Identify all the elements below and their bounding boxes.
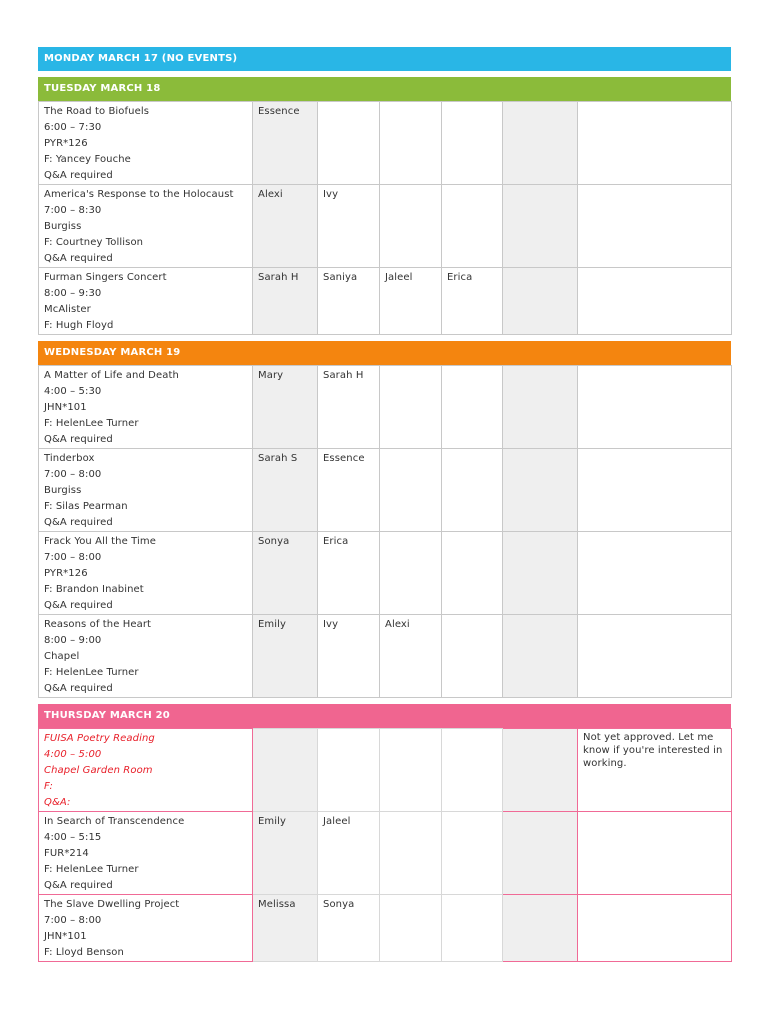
event-info: 6:00 – 7:30 — [44, 122, 102, 133]
event-details — [39, 268, 253, 335]
event-info: McAlister — [44, 304, 91, 315]
event-row — [39, 812, 732, 895]
worker-cell: Essence — [318, 449, 380, 532]
event-info: 7:00 – 8:00 — [44, 915, 102, 926]
event-title: Furman Singers Concert — [44, 272, 167, 283]
note-cell — [578, 366, 732, 449]
event-row — [39, 185, 732, 268]
note-cell — [578, 185, 732, 268]
worker-cell — [442, 366, 503, 449]
event-info: Q&A required — [44, 517, 113, 528]
event-title: In Search of Transcendence — [44, 816, 185, 827]
event-info: F: HelenLee Turner — [44, 418, 139, 429]
event-info: JHN*101 — [44, 931, 87, 942]
worker-cell: Sarah H — [318, 366, 380, 449]
worker-cell: Sonya — [253, 532, 318, 615]
event-info: Chapel Garden Room — [44, 765, 153, 776]
event-info: F: Silas Pearman — [44, 501, 128, 512]
event-info: 4:00 – 5:15 — [44, 832, 102, 843]
worker-cell: Alexi — [253, 185, 318, 268]
event-info: Q&A required — [44, 253, 113, 264]
event-details — [39, 532, 253, 615]
worker-cell — [380, 185, 442, 268]
worker-cell: Emily — [253, 812, 318, 895]
event-row — [39, 449, 732, 532]
wednesday-table — [38, 365, 732, 698]
thursday-table — [38, 728, 732, 962]
worker-cell — [380, 812, 442, 895]
event-title: The Slave Dwelling Project — [44, 899, 180, 910]
event-details — [39, 812, 253, 895]
event-info: F: Courtney Tollison — [44, 237, 144, 248]
note-cell — [578, 268, 732, 335]
worker-cell — [442, 615, 503, 698]
note-cell — [578, 615, 732, 698]
event-title: Frack You All the Time — [44, 536, 156, 547]
event-title: Tinderbox — [44, 453, 95, 464]
event-title: A Matter of Life and Death — [44, 370, 179, 381]
worker-cell — [503, 532, 578, 615]
worker-cell — [380, 366, 442, 449]
worker-cell: Sonya — [318, 895, 380, 962]
event-info: Q&A required — [44, 880, 113, 891]
worker-cell: Alexi — [380, 615, 442, 698]
worker-cell — [442, 812, 503, 895]
worker-cell — [253, 729, 318, 812]
note-cell — [578, 729, 732, 812]
event-details — [39, 895, 253, 962]
event-info: Burgiss — [44, 221, 82, 232]
worker-cell — [318, 729, 380, 812]
worker-cell — [442, 449, 503, 532]
schedule-page — [38, 47, 731, 962]
event-info: F: HelenLee Turner — [44, 864, 139, 875]
worker-cell: Saniya — [318, 268, 380, 335]
worker-cell — [380, 532, 442, 615]
worker-cell: Jaleel — [318, 812, 380, 895]
note-cell — [578, 895, 732, 962]
event-info: Burgiss — [44, 485, 82, 496]
event-info: 4:00 – 5:00 — [44, 749, 102, 760]
worker-cell — [442, 895, 503, 962]
event-info: F: — [44, 781, 53, 792]
event-info: F: HelenLee Turner — [44, 667, 139, 678]
worker-cell: Erica — [442, 268, 503, 335]
event-info: Chapel — [44, 651, 80, 662]
worker-cell — [442, 185, 503, 268]
worker-cell — [503, 449, 578, 532]
event-info: Q&A required — [44, 170, 113, 181]
event-details — [39, 729, 253, 812]
worker-cell: Mary — [253, 366, 318, 449]
tuesday-header: TUESDAY MARCH 18 — [38, 77, 731, 101]
worker-cell — [503, 812, 578, 895]
event-info: 8:00 – 9:30 — [44, 288, 102, 299]
event-info: Q&A required — [44, 434, 113, 445]
worker-cell: Melissa — [253, 895, 318, 962]
worker-cell — [503, 895, 578, 962]
event-info: F: Brandon Inabinet — [44, 584, 144, 595]
event-row — [39, 268, 732, 335]
worker-cell — [503, 185, 578, 268]
event-row — [39, 895, 732, 962]
note-text: Not yet approved. Let me know if you're interested in working. — [583, 732, 723, 769]
event-info: PYR*126 — [44, 138, 88, 149]
event-details — [39, 185, 253, 268]
event-title: The Road to Biofuels — [44, 106, 150, 117]
event-info: F: Yancey Fouche — [44, 154, 131, 165]
worker-cell: Erica — [318, 532, 380, 615]
worker-cell: Jaleel — [380, 268, 442, 335]
worker-cell — [380, 895, 442, 962]
event-info: 8:00 – 9:00 — [44, 635, 102, 646]
worker-cell — [503, 268, 578, 335]
wednesday-header: WEDNESDAY MARCH 19 — [38, 341, 731, 365]
note-cell — [578, 532, 732, 615]
event-title: Reasons of the Heart — [44, 619, 152, 630]
worker-cell — [380, 729, 442, 812]
worker-cell — [380, 449, 442, 532]
worker-cell — [442, 532, 503, 615]
note-cell — [578, 449, 732, 532]
event-info: FUR*214 — [44, 848, 89, 859]
event-title: America's Response to the Holocaust — [44, 189, 234, 200]
event-info: F: Lloyd Benson — [44, 947, 124, 958]
tuesday-table — [38, 101, 732, 335]
worker-cell: Ivy — [318, 185, 380, 268]
worker-cell — [503, 366, 578, 449]
event-info: JHN*101 — [44, 402, 87, 413]
worker-cell — [380, 102, 442, 185]
thursday-header: THURSDAY MARCH 20 — [38, 704, 731, 728]
event-details — [39, 449, 253, 532]
event-info: Q&A required — [44, 600, 113, 611]
event-row — [39, 729, 732, 812]
worker-cell — [503, 615, 578, 698]
note-cell — [578, 812, 732, 895]
event-details — [39, 366, 253, 449]
worker-cell: Emily — [253, 615, 318, 698]
event-info: Q&A required — [44, 683, 113, 694]
event-details — [39, 102, 253, 185]
event-row — [39, 102, 732, 185]
worker-cell — [503, 729, 578, 812]
worker-cell — [442, 102, 503, 185]
worker-cell: Sarah H — [253, 268, 318, 335]
event-info: 7:00 – 8:00 — [44, 469, 102, 480]
event-info: F: Hugh Floyd — [44, 320, 114, 331]
event-info: 7:00 – 8:00 — [44, 552, 102, 563]
event-title: FUISA Poetry Reading — [44, 733, 155, 744]
worker-cell: Ivy — [318, 615, 380, 698]
event-details — [39, 615, 253, 698]
event-row — [39, 615, 732, 698]
event-row — [39, 532, 732, 615]
event-info: Q&A: — [44, 797, 71, 808]
worker-cell — [442, 729, 503, 812]
worker-cell: Essence — [253, 102, 318, 185]
monday-header: MONDAY MARCH 17 (NO EVENTS) — [38, 47, 731, 71]
event-info: 4:00 – 5:30 — [44, 386, 102, 397]
event-info: PYR*126 — [44, 568, 88, 579]
event-info: 7:00 – 8:30 — [44, 205, 102, 216]
worker-cell — [503, 102, 578, 185]
worker-cell — [318, 102, 380, 185]
event-row — [39, 366, 732, 449]
worker-cell: Sarah S — [253, 449, 318, 532]
note-cell — [578, 102, 732, 185]
